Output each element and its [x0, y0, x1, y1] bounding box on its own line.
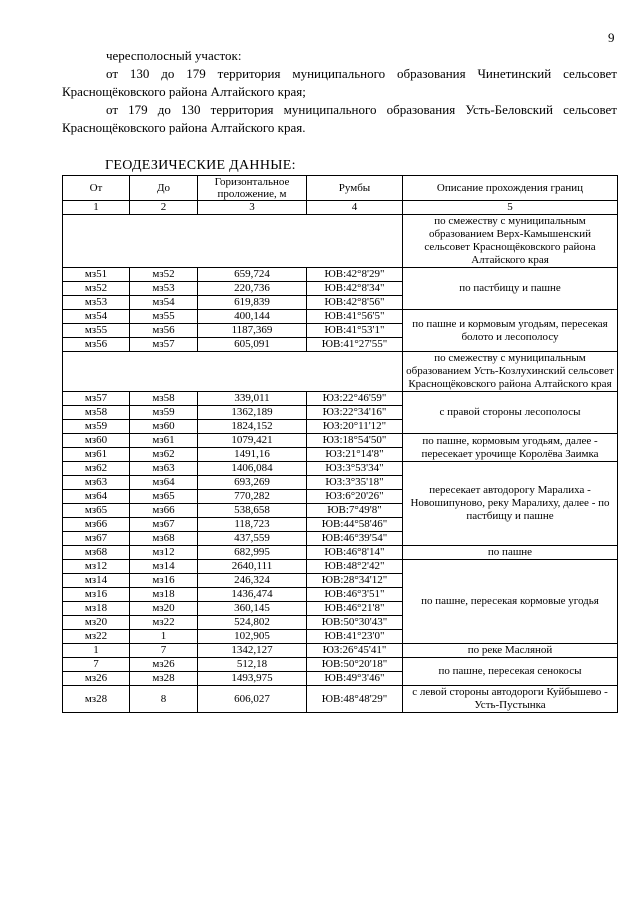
boundary-description: по пашне, пересекая сенокосы: [403, 658, 618, 686]
distance: 1187,369: [198, 324, 307, 338]
bearing: ЮЗ:3°35'18": [307, 476, 403, 490]
distance: 220,736: [198, 282, 307, 296]
column-number: 1: [63, 201, 130, 215]
point-to: мз60: [130, 420, 198, 434]
distance: 2640,111: [198, 560, 307, 574]
distance: 118,723: [198, 518, 307, 532]
point-from: мз60: [63, 434, 130, 448]
bearing: ЮВ:48°48'29": [307, 686, 403, 713]
point-to: мз52: [130, 268, 198, 282]
point-to: мз16: [130, 574, 198, 588]
distance: 1079,421: [198, 434, 307, 448]
column-number: 2: [130, 201, 198, 215]
distance: 102,905: [198, 630, 307, 644]
point-from: мз12: [63, 560, 130, 574]
distance: 1342,127: [198, 644, 307, 658]
bearing: ЮВ:46°21'8": [307, 602, 403, 616]
column-number: 4: [307, 201, 403, 215]
bearing: ЮВ:46°8'14": [307, 546, 403, 560]
boundary-description: по пастбищу и пашне: [403, 268, 618, 310]
bearing: ЮВ:41°23'0": [307, 630, 403, 644]
point-from: мз57: [63, 392, 130, 406]
point-from: мз28: [63, 686, 130, 713]
bearing: ЮВ:46°39'54": [307, 532, 403, 546]
boundary-description: по пашне, кормовым угодьям, далее - пересекает урочище Королёва Заимка: [403, 434, 618, 462]
boundary-description: с правой стороны лесополосы: [403, 392, 618, 434]
point-to: мз12: [130, 546, 198, 560]
section-row: [63, 352, 618, 392]
bearing: ЮВ:41°53'1": [307, 324, 403, 338]
distance: 770,282: [198, 490, 307, 504]
point-to: мз14: [130, 560, 198, 574]
point-to: мз55: [130, 310, 198, 324]
bearing: ЮВ:49°3'46": [307, 672, 403, 686]
point-from: мз51: [63, 268, 130, 282]
point-from: мз53: [63, 296, 130, 310]
table-row: [63, 560, 618, 574]
point-to: мз56: [130, 324, 198, 338]
distance: 437,559: [198, 532, 307, 546]
table-header-row: [63, 176, 618, 201]
distance: 360,145: [198, 602, 307, 616]
point-from: 7: [63, 658, 130, 672]
point-from: мз59: [63, 420, 130, 434]
point-from: мз68: [63, 546, 130, 560]
header-description: Описание прохождения границ: [403, 176, 618, 201]
point-from: мз22: [63, 630, 130, 644]
distance: 1824,152: [198, 420, 307, 434]
point-to: мз54: [130, 296, 198, 310]
header-from: От: [63, 176, 130, 201]
section-description: по смежеству с муниципальным образованием Верх-Камышенский сельсовет Краснощёковского района Алтайского края: [403, 215, 618, 268]
point-from: мз67: [63, 532, 130, 546]
distance: 538,658: [198, 504, 307, 518]
column-number: 5: [403, 201, 618, 215]
distance: 1406,084: [198, 462, 307, 476]
distance: 1362,189: [198, 406, 307, 420]
boundary-description: с левой стороны автодороги Куйбышево - Усть-Пустынка: [403, 686, 618, 713]
point-from: мз20: [63, 616, 130, 630]
boundary-description: по пашне, пересекая кормовые угодья: [403, 560, 618, 644]
bearing: ЮЗ:26°45'41": [307, 644, 403, 658]
distance: 512,18: [198, 658, 307, 672]
intro-text: [62, 47, 617, 137]
bearing: ЮВ:42°8'29": [307, 268, 403, 282]
header-to: До: [130, 176, 198, 201]
distance: 1493,975: [198, 672, 307, 686]
distance: 400,144: [198, 310, 307, 324]
point-to: мз63: [130, 462, 198, 476]
table-row: [63, 310, 618, 324]
distance: 524,802: [198, 616, 307, 630]
bearing: ЮВ:50°20'18": [307, 658, 403, 672]
point-to: мз67: [130, 518, 198, 532]
distance: 619,839: [198, 296, 307, 310]
point-to: мз66: [130, 504, 198, 518]
point-from: мз66: [63, 518, 130, 532]
point-to: мз61: [130, 434, 198, 448]
intro-paragraph-3: от 179 до 130 территория муниципального образования Усть-Беловский сельсовет Краснощёковского района Алтайского края.: [62, 102, 617, 135]
distance: 605,091: [198, 338, 307, 352]
point-to: мз53: [130, 282, 198, 296]
column-number: 3: [198, 201, 307, 215]
point-to: мз59: [130, 406, 198, 420]
distance: 606,027: [198, 686, 307, 713]
table-row: [63, 686, 618, 713]
table-row: [63, 268, 618, 282]
point-from: мз62: [63, 462, 130, 476]
point-from: мз61: [63, 448, 130, 462]
distance: 693,269: [198, 476, 307, 490]
point-to: мз68: [130, 532, 198, 546]
bearing: ЮВ:44°58'46": [307, 518, 403, 532]
distance: 246,324: [198, 574, 307, 588]
bearing: ЮЗ:21°14'8": [307, 448, 403, 462]
section-description: по смежеству с муниципальным образованием Усть-Козлухинский сельсовет Краснощёковского района Алтайского края: [403, 352, 618, 392]
table-row: [63, 658, 618, 672]
point-to: мз22: [130, 616, 198, 630]
bearing: ЮЗ:3°53'34": [307, 462, 403, 476]
table-row: [63, 546, 618, 560]
point-from: мз14: [63, 574, 130, 588]
bearing: ЮВ:41°27'55": [307, 338, 403, 352]
page-number: 9: [608, 30, 615, 45]
header-distance: Горизонтальное проложение, м: [198, 176, 307, 201]
point-to: 8: [130, 686, 198, 713]
section-spacer-cell: [63, 352, 403, 392]
point-to: 7: [130, 644, 198, 658]
point-from: мз63: [63, 476, 130, 490]
point-from: мз65: [63, 504, 130, 518]
distance: 1436,474: [198, 588, 307, 602]
point-from: мз58: [63, 406, 130, 420]
point-from: мз16: [63, 588, 130, 602]
point-to: мз28: [130, 672, 198, 686]
point-from: мз54: [63, 310, 130, 324]
distance: 659,724: [198, 268, 307, 282]
bearing: ЮВ:48°2'42": [307, 560, 403, 574]
header-bearing: Румбы: [307, 176, 403, 201]
bearing: ЮВ:28°34'12": [307, 574, 403, 588]
point-to: 1: [130, 630, 198, 644]
point-to: мз26: [130, 658, 198, 672]
distance: 682,995: [198, 546, 307, 560]
intro-paragraph-2: от 130 до 179 территория муниципального образования Чинетинский сельсовет Краснощёковского района Алтайского края;: [62, 66, 617, 99]
bearing: ЮЗ:22°34'16": [307, 406, 403, 420]
geodetic-data-title: ГЕОДЕЗИЧЕСКИЕ ДАННЫЕ:: [105, 158, 296, 173]
geodetic-data-table: [62, 175, 618, 713]
point-to: мз62: [130, 448, 198, 462]
boundary-description: по пашне: [403, 546, 618, 560]
point-from: мз26: [63, 672, 130, 686]
point-to: мз65: [130, 490, 198, 504]
section-spacer-cell: [63, 215, 403, 268]
bearing: ЮВ:7°49'8": [307, 504, 403, 518]
bearing: ЮВ:46°3'51": [307, 588, 403, 602]
section-row: [63, 215, 618, 268]
boundary-description: пересекает автодорогу Маралиха - Новошипуново, реку Маралиху, далее - по пастбищу и пашне: [403, 462, 618, 546]
distance: 1491,16: [198, 448, 307, 462]
point-to: мз57: [130, 338, 198, 352]
point-to: мз20: [130, 602, 198, 616]
point-from: мз52: [63, 282, 130, 296]
point-from: мз64: [63, 490, 130, 504]
bearing: ЮЗ:6°20'26": [307, 490, 403, 504]
point-to: мз58: [130, 392, 198, 406]
boundary-description: по реке Масляной: [403, 644, 618, 658]
bearing: ЮВ:50°30'43": [307, 616, 403, 630]
table-row: [63, 434, 618, 448]
table-row: [63, 644, 618, 658]
table-row: [63, 462, 618, 476]
bearing: ЮЗ:18°54'50": [307, 434, 403, 448]
bearing: ЮЗ:22°46'59": [307, 392, 403, 406]
distance: 339,011: [198, 392, 307, 406]
point-from: мз56: [63, 338, 130, 352]
point-to: мз18: [130, 588, 198, 602]
bearing: ЮВ:42°8'34": [307, 282, 403, 296]
table-column-numbers-row: [63, 201, 618, 215]
boundary-description: по пашне и кормовым угодьям, пересекая болото и лесополосу: [403, 310, 618, 352]
bearing: ЮВ:42°8'56": [307, 296, 403, 310]
bearing: ЮВ:41°56'5": [307, 310, 403, 324]
point-from: мз55: [63, 324, 130, 338]
intro-line-1: чересполосный участок:: [106, 48, 242, 63]
table-row: [63, 392, 618, 406]
bearing: ЮЗ:20°11'12": [307, 420, 403, 434]
point-from: 1: [63, 644, 130, 658]
point-from: мз18: [63, 602, 130, 616]
point-to: мз64: [130, 476, 198, 490]
